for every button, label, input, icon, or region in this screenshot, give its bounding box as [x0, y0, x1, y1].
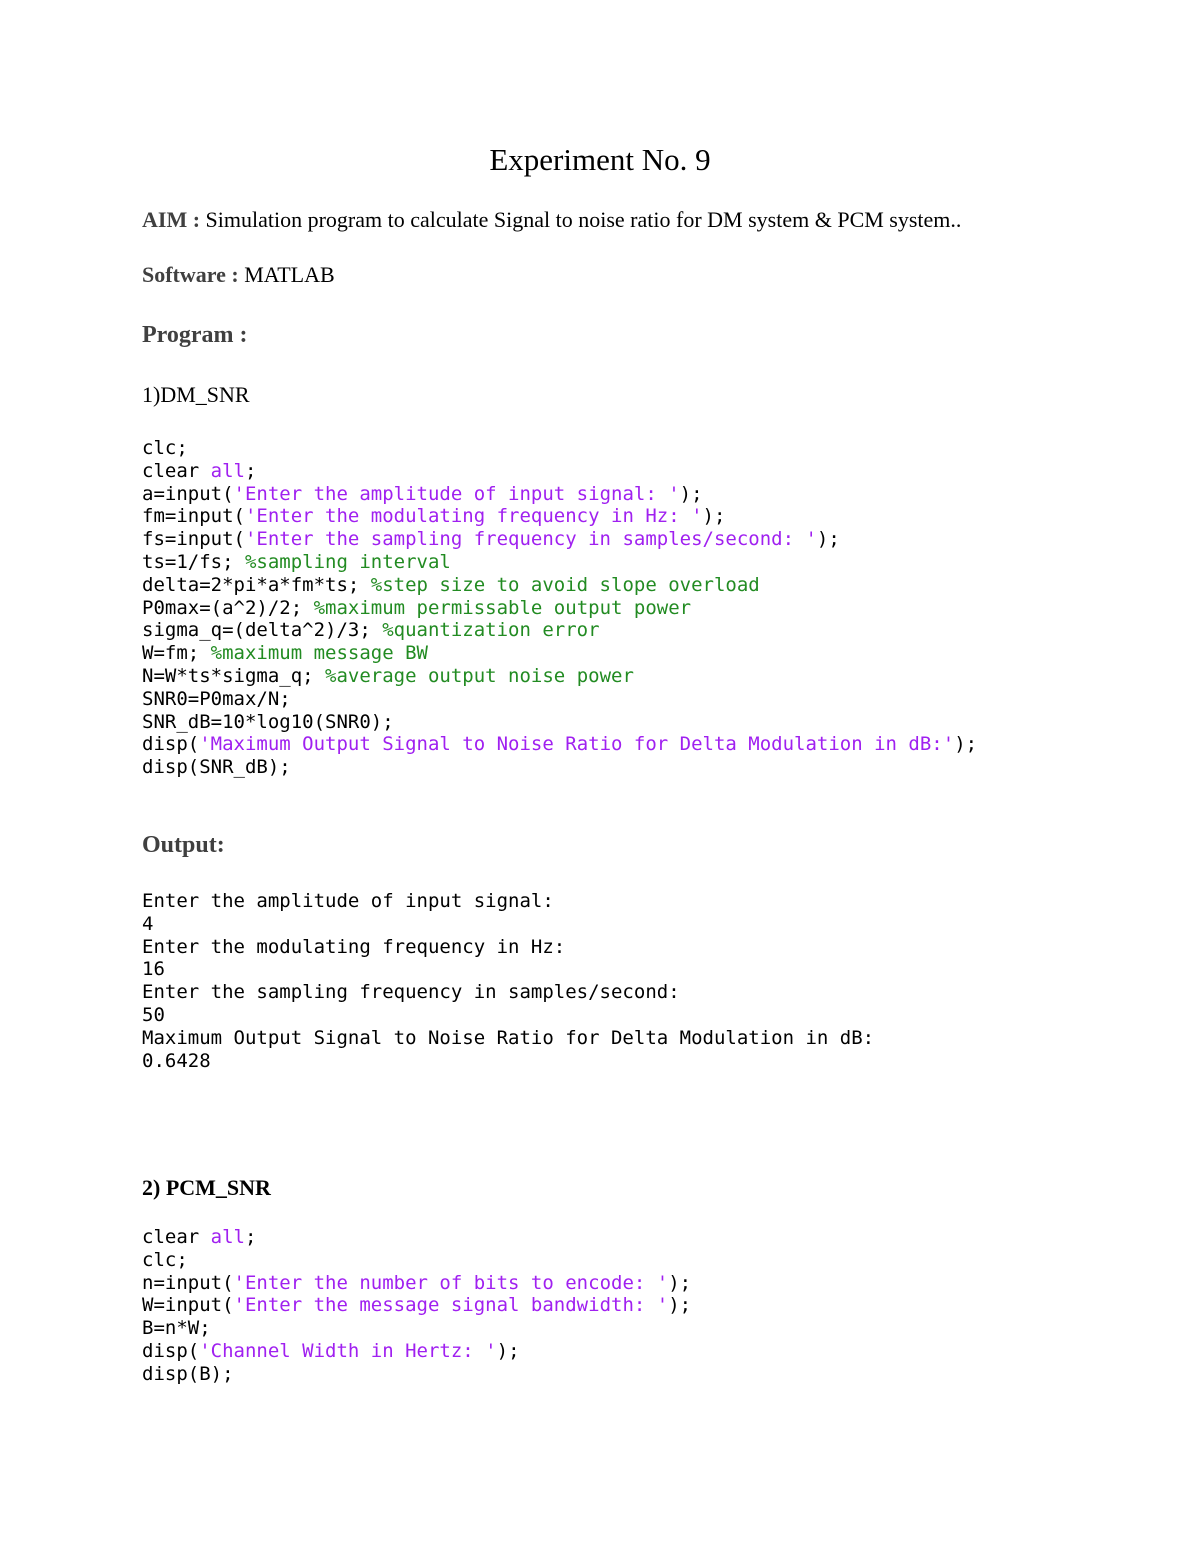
- software-line: [142, 261, 335, 289]
- output-line: 0.6428: [142, 1049, 211, 1072]
- code-token: a=input(: [142, 482, 234, 505]
- code-line: [142, 528, 977, 551]
- software-text: MATLAB: [238, 262, 335, 287]
- code-line: [142, 756, 977, 779]
- code-token: delta=2*pi*a*fm*ts;: [142, 573, 371, 596]
- pcm-snr-code-block: [142, 1226, 691, 1386]
- code-line: [142, 1272, 691, 1295]
- code-line: [142, 688, 977, 711]
- code-line: [142, 1294, 691, 1317]
- code-line: [142, 483, 977, 506]
- code-token: SNR_dB=10*log10(SNR0);: [142, 710, 394, 733]
- section2-title: 2) PCM_SNR: [142, 1175, 271, 1200]
- code-token: fs=input(: [142, 528, 245, 551]
- code-line: [142, 597, 977, 620]
- code-line: [142, 505, 977, 528]
- dm-snr-code-block: [142, 437, 977, 779]
- output-line: Enter the amplitude of input signal:: [142, 890, 554, 912]
- output-line: Enter the sampling frequency in samples/second:: [142, 981, 680, 1004]
- aim-text: Simulation program to calculate Signal to noise ratio for DM system & PCM system..: [200, 207, 962, 232]
- code-token: clear: [142, 1226, 211, 1248]
- code-comment: %maximum permissable output power: [313, 596, 692, 619]
- output-line: 16: [142, 958, 165, 981]
- code-token: B=n*W;: [142, 1317, 211, 1340]
- code-literal: all: [210, 1226, 245, 1248]
- code-line: [142, 1340, 691, 1363]
- output-line: 4: [142, 912, 154, 935]
- code-token: disp(B);: [142, 1362, 234, 1385]
- code-literal: 'Enter the sampling frequency in samples/second: ': [244, 528, 817, 551]
- output-line: Enter the modulating frequency in Hz:: [142, 935, 566, 958]
- code-line: [142, 665, 977, 688]
- code-line: [142, 574, 977, 597]
- code-literal: 'Enter the message signal bandwidth: ': [233, 1294, 669, 1317]
- section1-title: 1)DM_SNR: [142, 382, 250, 407]
- code-token: ts=1/fs;: [142, 550, 245, 573]
- code-line: [142, 1249, 691, 1272]
- output-line: Maximum Output Signal to Noise Ratio for Delta Modulation in dB:: [142, 1026, 875, 1049]
- code-literal: 'Enter the number of bits to encode: ': [233, 1271, 669, 1294]
- code-line: [142, 711, 977, 734]
- code-token: );: [954, 733, 978, 756]
- output-line: 50: [142, 1003, 165, 1026]
- code-token: );: [668, 1294, 692, 1317]
- code-literal: 'Enter the amplitude of input signal: ': [233, 482, 680, 505]
- code-line: [142, 619, 977, 642]
- code-line: [142, 1317, 691, 1340]
- code-token: clear: [142, 459, 211, 482]
- code-token: );: [679, 482, 703, 505]
- code-token: );: [496, 1339, 520, 1362]
- code-token: ;: [244, 459, 257, 482]
- code-token: disp(: [142, 1339, 200, 1362]
- code-comment: %quantization error: [382, 619, 600, 642]
- code-token: );: [702, 505, 726, 528]
- code-line: [142, 642, 977, 665]
- code-token: n=input(: [142, 1271, 234, 1294]
- code-comment: %sampling interval: [244, 550, 451, 573]
- code-token: P0max=(a^2)/2;: [142, 596, 314, 619]
- software-label: Software :: [142, 262, 239, 287]
- code-literal: 'Enter the modulating frequency in Hz: ': [244, 505, 703, 528]
- code-literal: all: [210, 459, 245, 482]
- code-comment: %average output noise power: [325, 664, 634, 687]
- code-token: clc;: [142, 437, 188, 459]
- code-token: );: [668, 1271, 692, 1294]
- code-token: );: [816, 528, 840, 551]
- code-comment: %maximum message BW: [210, 642, 428, 665]
- code-comment: %step size to avoid slope overload: [370, 573, 760, 596]
- code-line: [142, 460, 977, 483]
- code-token: ;: [244, 1226, 257, 1248]
- code-token: W=input(: [142, 1294, 234, 1317]
- output-heading: Output:: [142, 832, 225, 858]
- code-line: [142, 1363, 691, 1386]
- page-title: Experiment No. 9: [489, 142, 711, 177]
- code-token: disp(: [142, 733, 200, 756]
- code-token: N=W*ts*sigma_q;: [142, 664, 326, 687]
- code-literal: 'Channel Width in Hertz: ': [199, 1339, 497, 1362]
- aim-line: [142, 206, 961, 234]
- code-token: SNR0=P0max/N;: [142, 687, 291, 710]
- code-line: [142, 1226, 691, 1249]
- code-line: [142, 733, 977, 756]
- code-token: fm=input(: [142, 505, 245, 528]
- aim-label: AIM :: [142, 207, 201, 232]
- code-token: disp(SNR_dB);: [142, 756, 291, 779]
- program-heading: Program :: [142, 322, 248, 348]
- code-line: [142, 437, 977, 460]
- code-line: [142, 551, 977, 574]
- code-literal: 'Maximum Output Signal to Noise Ratio for Delta Modulation in dB:': [199, 733, 955, 756]
- code-token: clc;: [142, 1248, 188, 1271]
- code-token: sigma_q=(delta^2)/3;: [142, 619, 383, 642]
- program-output-block: [142, 890, 874, 1072]
- code-token: W=fm;: [142, 642, 211, 665]
